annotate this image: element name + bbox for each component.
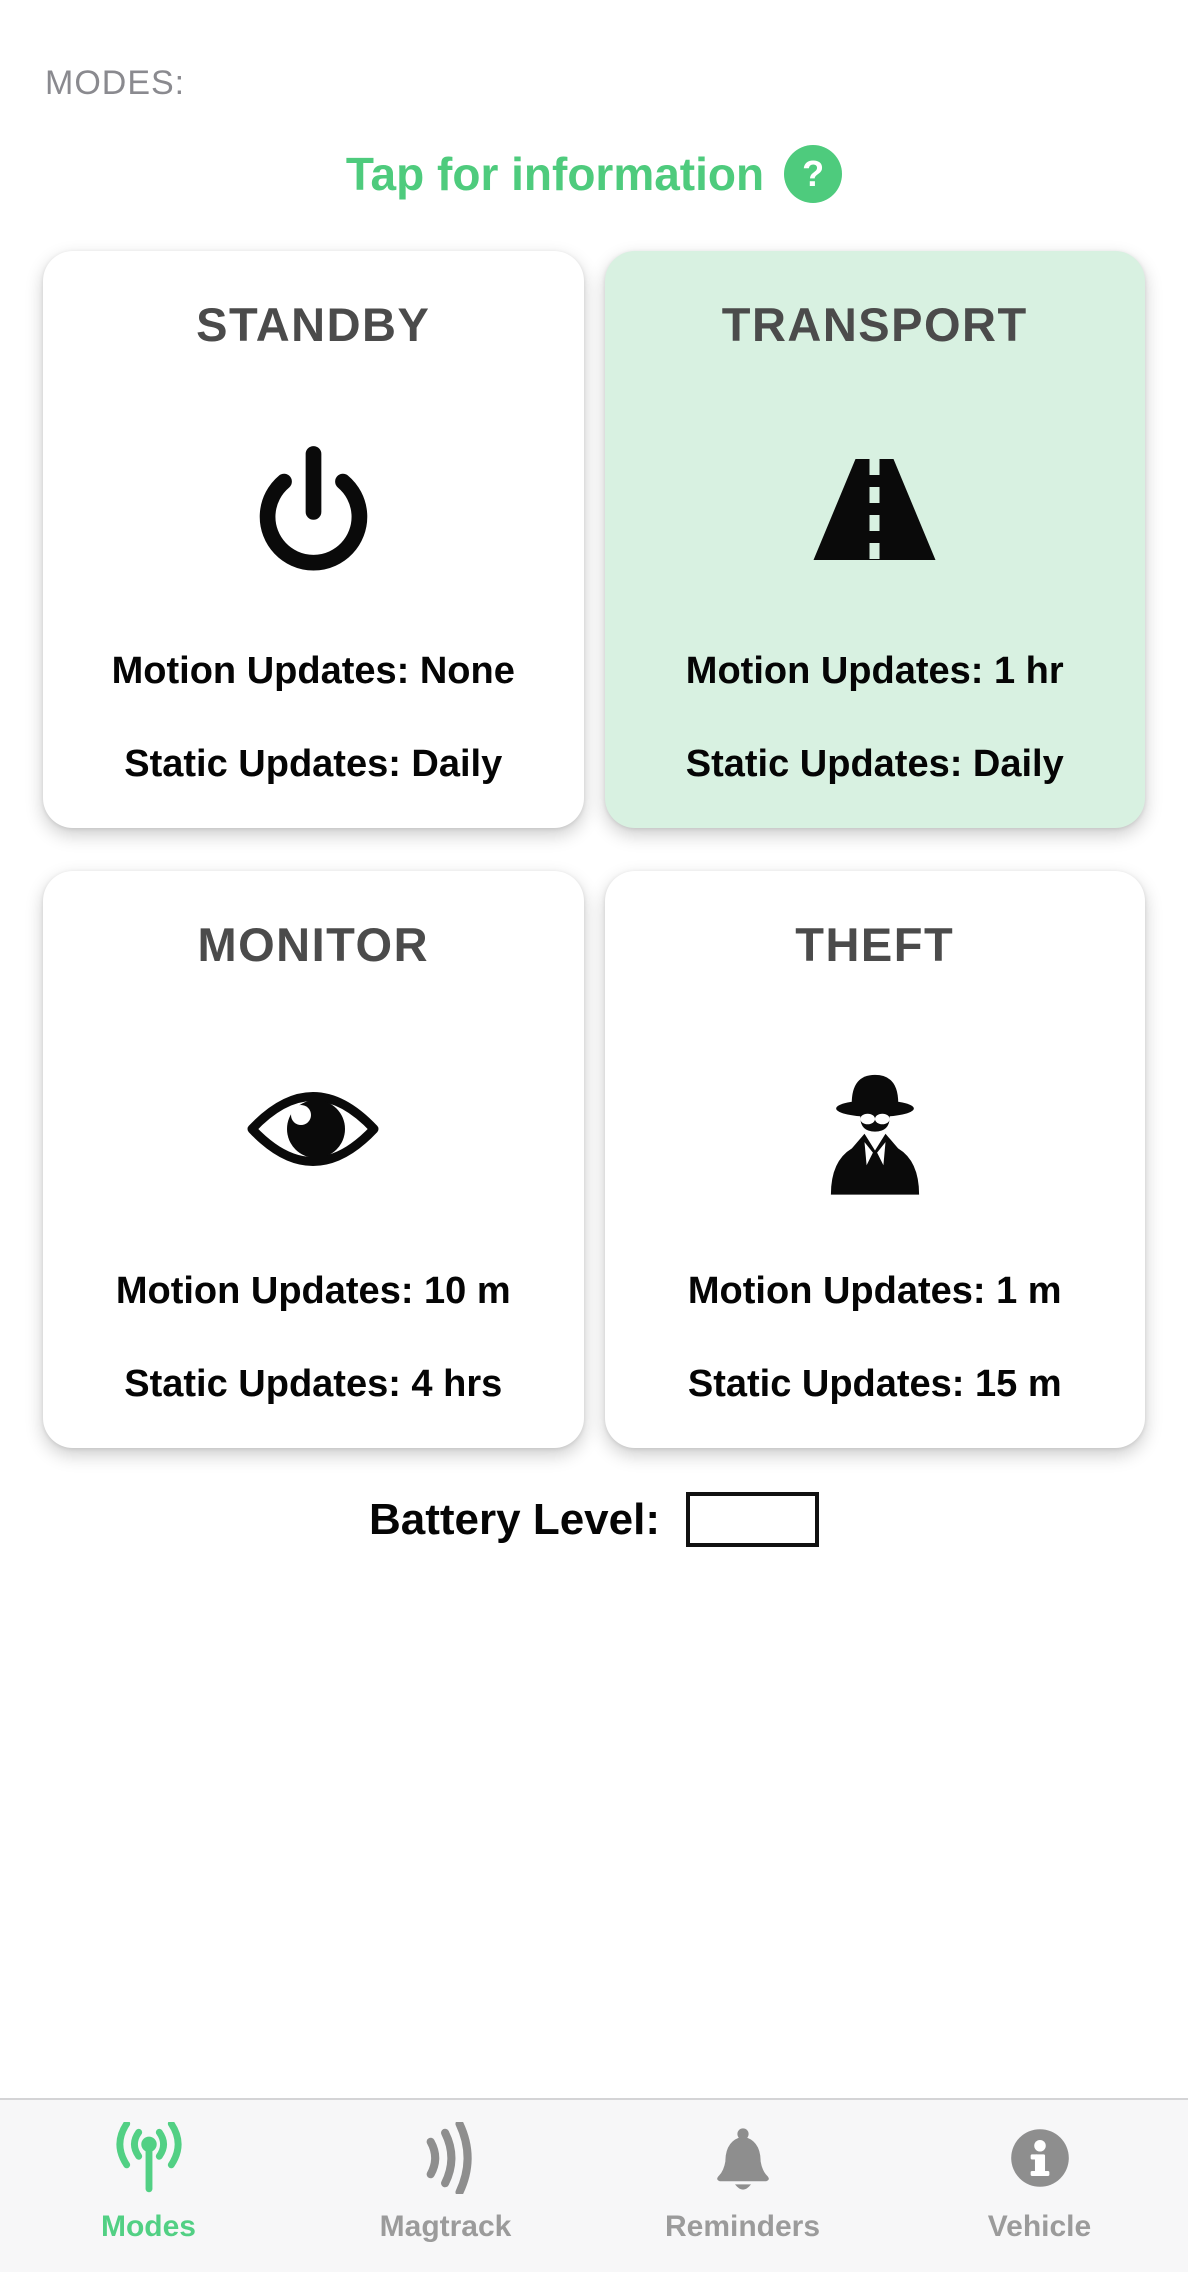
mode-card-theft[interactable] — [605, 871, 1146, 1448]
tap-for-information-button[interactable] — [0, 145, 1188, 203]
tab-vehicle[interactable] — [891, 2100, 1188, 2272]
help-icon[interactable]: ? — [784, 145, 842, 203]
mode-title: THEFT — [795, 918, 955, 971]
eye-icon — [246, 1050, 380, 1208]
battery-indicator — [686, 1492, 819, 1547]
antenna-icon — [104, 2120, 194, 2196]
mode-title: STANDBY — [196, 298, 431, 351]
static-updates-value: Static Updates: 15 m — [687, 1363, 1062, 1405]
road-icon — [808, 430, 941, 588]
tab-label: Magtrack — [379, 2210, 512, 2243]
tab-label: Vehicle — [987, 2210, 1092, 2243]
battery-level-label: Battery Level: — [368, 1494, 660, 1544]
motion-updates-value: Motion Updates: 1 m — [687, 1270, 1062, 1312]
tab-modes[interactable] — [0, 2100, 297, 2272]
mode-card-monitor[interactable] — [43, 871, 584, 1448]
static-updates-value: Static Updates: Daily — [685, 743, 1064, 785]
motion-updates-value: Motion Updates: 1 hr — [685, 650, 1064, 692]
signal-waves-icon — [414, 2120, 478, 2196]
mode-card-transport[interactable] — [605, 251, 1146, 828]
tab-magtrack[interactable] — [297, 2100, 594, 2272]
static-updates-value: Static Updates: Daily — [124, 743, 503, 785]
spy-icon — [812, 1050, 938, 1208]
bottom-tab-bar — [0, 2098, 1188, 2272]
tab-label: Modes — [100, 2210, 196, 2243]
mode-title: MONITOR — [197, 918, 430, 971]
info-icon — [1004, 2120, 1076, 2196]
power-icon — [241, 430, 386, 588]
static-updates-value: Static Updates: 4 hrs — [124, 1363, 503, 1405]
tab-reminders[interactable] — [594, 2100, 891, 2272]
mode-title: TRANSPORT — [721, 298, 1028, 351]
bell-icon — [703, 2120, 783, 2196]
battery-row — [0, 1492, 1188, 1547]
tab-label: Reminders — [664, 2210, 821, 2243]
page-title: MODES: — [45, 64, 186, 102]
mode-card-standby[interactable] — [43, 251, 584, 828]
motion-updates-value: Motion Updates: 10 m — [115, 1270, 511, 1312]
mode-grid — [43, 251, 1145, 1448]
motion-updates-value: Motion Updates: None — [111, 650, 515, 692]
tap-for-information-label: Tap for information — [345, 148, 765, 200]
